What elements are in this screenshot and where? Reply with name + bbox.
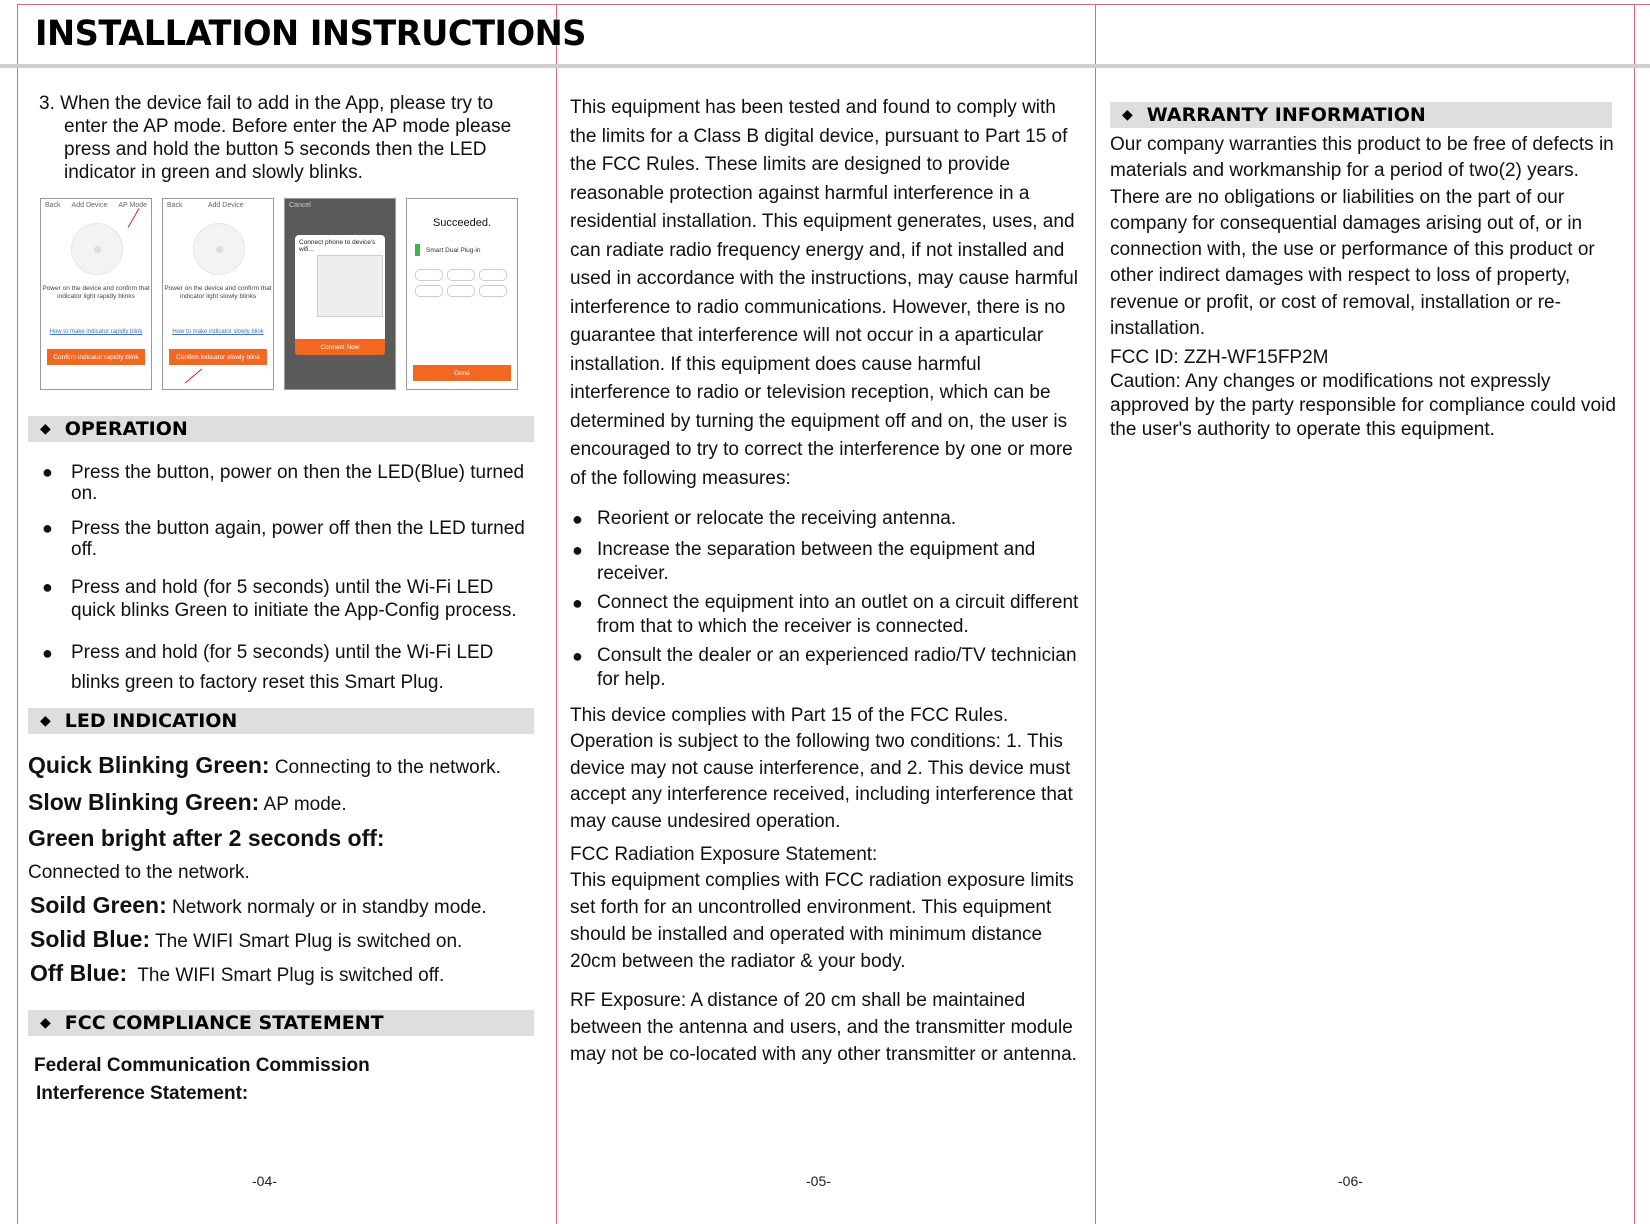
led-item: Quick Blinking Green: Connecting to the network.	[28, 752, 501, 778]
page-04	[28, 90, 534, 1108]
operation-item: ● Press and hold (for 5 seconds) until the Wi-Fi LED quick blinks Green to initiate the App-Config process.	[28, 576, 534, 622]
part15-paragraph: This device complies with Part 15 of the FCC Rules. Operation is subject to the following two conditions: 1. This device may not cause interference, and 2. This device must accept any interference received, including interference that may cause undesired operation.	[570, 704, 1073, 832]
measures-list	[570, 507, 1080, 693]
measure-item: ● Consult the dealer or an experienced radio/TV technician for help.	[570, 644, 1080, 693]
diamond-icon: ◆	[1122, 107, 1133, 123]
screenshot-rapid-blink: Back Add Device AP Mode Power on the device and confirm that indicator light rapidly blinks How to make indicator rapidly blink Confirm indicator rapidly blink	[40, 198, 152, 390]
warranty-heading: ◆ WARRANTY INFORMATION	[1110, 102, 1612, 128]
device-illustration	[193, 223, 245, 275]
operation-item: ● Press and hold (for 5 seconds) until the Wi-Fi LED blinks green to factory reset this Smart Plug.	[28, 638, 534, 698]
page-number: -05-	[806, 1173, 831, 1189]
screenshot-slow-blink: Back Add Device Power on the device and confirm that indicator light slowly blinks How to make indicator slowly blink Confirm indicator slowly blink	[162, 198, 274, 390]
operation-item: ● Press the button, power on then the LED(Blue) turned on.	[28, 462, 534, 504]
page-divider-2	[1095, 4, 1096, 1224]
measure-item: ● Reorient or relocate the receiving antenna.	[570, 507, 1080, 532]
led-item: Soild Green: Network normaly or in standby mode.	[30, 892, 487, 918]
fcc-id: FCC ID: ZZH-WF15FP2M	[1110, 347, 1329, 369]
fcc-intro-paragraph: This equipment has been tested and found to comply with the limits for a Class B digital device, pursuant to Part 15 of the FCC Rules. These limits are designed to provide reasonable protection against harmful interference in a residential installation. This equipment generates, uses, and can radiate radio frequency energy and, if not installed and used in accordance with the instructions, may cause harmful interference to radio communications. However, there is no guarantee that interference will not occur in a aparticular installation. If this equipment does cause harmful interference to radio or television reception, which can be determined by turning the equipment off and on, the user is encouraged to try to correct the interference by one or more of the following measures:	[570, 97, 1078, 489]
led-item: Solid Blue: The WIFI Smart Plug is switched on.	[30, 926, 463, 952]
confirm-rapid-blink-button: Confirm indicator rapidly blink	[47, 349, 145, 365]
fcc-compliance-heading: ◆ FCC COMPLIANCE STATEMENT	[28, 1010, 534, 1036]
rf-exposure-paragraph: RF Exposure: A distance of 20 cm shall be maintained between the antenna and users, and the transmitter module may not be co-located with any other transmitter or antenna.	[570, 990, 1077, 1065]
measure-item: ● Connect the equipment into an outlet on a circuit different from that to which the receiver is connected.	[570, 591, 1080, 640]
led-item: Slow Blinking Green: AP mode.	[28, 789, 347, 815]
diamond-icon: ◆	[40, 713, 51, 729]
diamond-icon: ◆	[40, 421, 51, 437]
confirm-slow-blink-button: Confirm indicator slowly blink	[169, 349, 267, 365]
caution-paragraph: Caution: Any changes or modifications not expressly approved by the party responsible for compliance could void the user's authority to operate this equipment.	[1110, 371, 1616, 441]
device-illustration	[71, 223, 123, 275]
page-05	[570, 94, 1080, 1068]
title-underline	[0, 64, 1650, 68]
app-screenshots	[40, 198, 534, 390]
page-divider-right	[1634, 4, 1635, 1224]
page-title: INSTALLATION INSTRUCTIONS	[35, 14, 587, 54]
page-divider-left	[17, 4, 18, 1224]
screenshot-connect-wifi: Cancel Connect phone to device's wifi... Connect Now	[284, 198, 396, 390]
page-06	[1110, 102, 1620, 442]
page-number: -04-	[252, 1173, 277, 1189]
done-button: Done	[413, 365, 511, 381]
warranty-paragraph: Our company warranties this product to be free of defects in materials and workmanship for a period of two(2) years. There are no obligations or liabilities on the part of our company for consequential damages arising out of, or in connection with, the use or performance of this product or other indirect damages with respect to loss of property, revenue or profit, or cost of removal, installation or re-installation.	[1110, 134, 1614, 340]
measure-item: ● Increase the separation between the equipment and receiver.	[570, 538, 1080, 587]
fed-statement: Federal Communication Commission Interference Statement:	[34, 1055, 370, 1104]
led-indication-heading: ◆ LED INDICATION	[28, 708, 534, 734]
screenshot-succeeded: Succeeded. Smart Dual Plug-in Done	[406, 198, 518, 390]
page-number: -06-	[1338, 1173, 1363, 1189]
connect-now-button: Connect Now	[295, 339, 385, 355]
step-3-text: 3. When the device fail to add in the App, please try to enter the AP mode. Before enter the AP mode please press and hold the button 5 seconds then the LED indicator in green and slowly blinks.	[39, 93, 512, 183]
radiation-paragraph: This equipment complies with FCC radiation exposure limits set forth for an uncontrolled environment. This equipment should be installed and operated with minimum distance 20cm between the radiator & your body.	[570, 870, 1074, 972]
operation-list	[28, 462, 534, 698]
operation-item: ● Press the button again, power off then the LED turned off.	[28, 518, 534, 560]
page-divider-1	[556, 4, 557, 1224]
led-item: Green bright after 2 seconds off: Connected to the network.	[28, 825, 385, 883]
led-item: Off Blue: The WIFI Smart Plug is switched off.	[30, 960, 445, 986]
operation-heading: ◆ OPERATION	[28, 416, 534, 442]
led-list	[28, 748, 534, 992]
radiation-title: FCC Radiation Exposure Statement:	[570, 844, 878, 865]
diamond-icon: ◆	[40, 1015, 51, 1031]
top-border	[17, 4, 1650, 5]
